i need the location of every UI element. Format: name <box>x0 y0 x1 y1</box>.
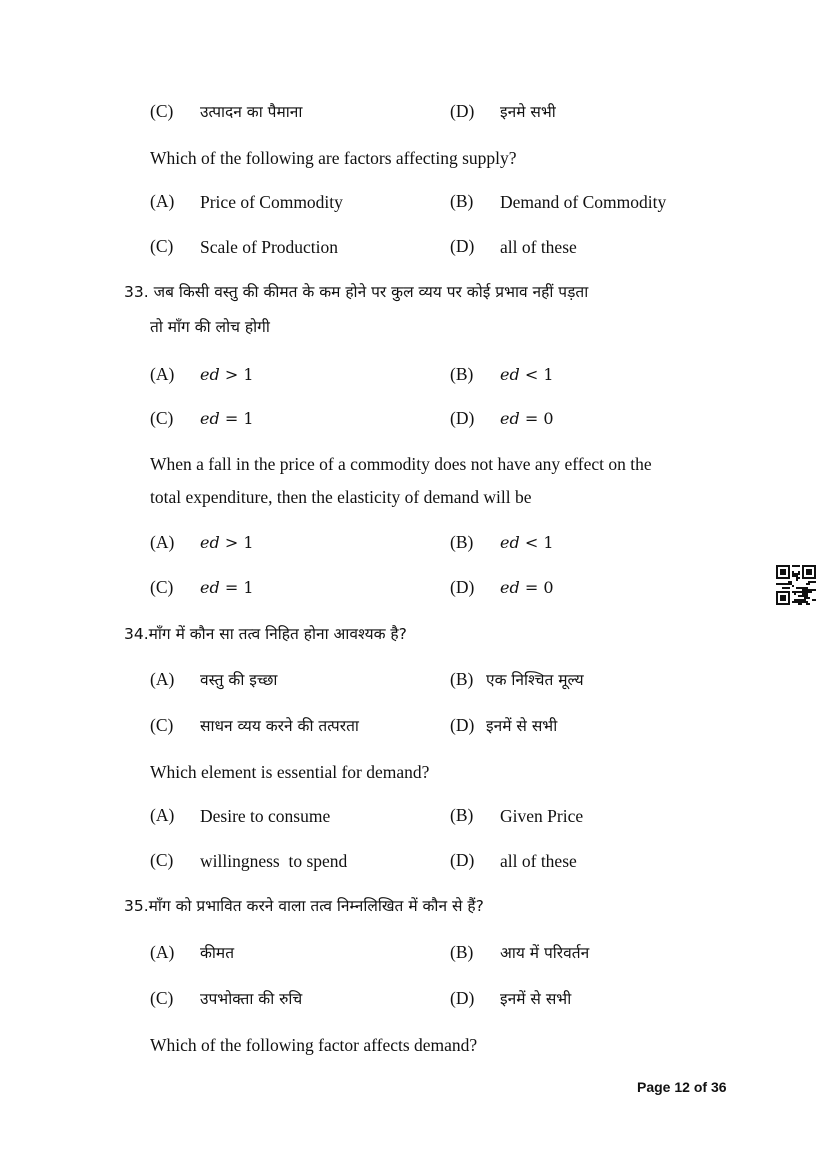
question-text: total expenditure, then the elasticity of demand will be <box>150 487 532 507</box>
question-text: 34.माँग में कौन सा तत्व निहित होना आवश्यक है? <box>124 625 407 643</box>
option-label: (A) <box>150 942 175 962</box>
option-text: इनमें से सभी <box>486 717 558 735</box>
option-text: साधन व्यय करने की तत्परता <box>200 717 359 735</box>
option-formula: ed > 1 <box>200 533 254 552</box>
option-label: (A) <box>150 669 175 689</box>
option-label: (B) <box>450 191 474 211</box>
option-text: इनमें से सभी <box>500 990 572 1008</box>
option-label: (C) <box>150 101 174 121</box>
option-label: (A) <box>150 364 175 384</box>
option-label: (B) <box>450 532 474 552</box>
option-formula: ed = 0 <box>500 578 554 597</box>
option-label: (D) <box>450 236 475 256</box>
option-text: all of these <box>500 237 577 257</box>
option-label: (D) <box>450 408 475 428</box>
option-formula: ed < 1 <box>500 365 554 384</box>
question-text: 35.माँग को प्रभावित करने वाला तत्व निम्नलिखित में कौन से हैं? <box>124 897 484 915</box>
option-label: (C) <box>150 577 174 597</box>
option-label: (D) <box>450 850 475 870</box>
option-label: (C) <box>150 408 174 428</box>
option-text: Desire to consume <box>200 806 331 826</box>
option-label: (D) <box>450 988 475 1008</box>
option-label: (B) <box>450 364 474 384</box>
option-label: (D) <box>450 715 475 735</box>
option-label: (B) <box>450 669 474 689</box>
option-label: (D) <box>450 577 475 597</box>
option-text: Price of Commodity <box>200 192 343 212</box>
question-text: Which element is essential for demand? <box>150 762 430 782</box>
question-text: तो माँग की लोच होगी <box>150 318 270 336</box>
option-label: (D) <box>450 101 475 121</box>
question-text: Which of the following factor affects demand? <box>150 1035 478 1055</box>
option-text: Scale of Production <box>200 237 339 257</box>
page-number: Page 12 of 36 <box>637 1079 727 1095</box>
option-text: उत्पादन का पैमाना <box>200 103 303 121</box>
option-formula: ed = 1 <box>200 409 254 428</box>
option-text: आय में परिवर्तन <box>500 944 590 962</box>
option-text: willingness to spend <box>200 851 348 871</box>
option-text: उपभोक्ता की रुचि <box>200 990 303 1008</box>
option-label: (C) <box>150 988 174 1008</box>
option-label: (B) <box>450 805 474 825</box>
option-label: (A) <box>150 805 175 825</box>
qr-code-icon <box>776 565 816 610</box>
option-text: एक निश्चित मूल्य <box>486 671 584 689</box>
option-label: (A) <box>150 532 175 552</box>
option-text: all of these <box>500 851 577 871</box>
option-text: Demand of Commodity <box>500 192 667 212</box>
option-text: Given Price <box>500 806 584 826</box>
option-label: (B) <box>450 942 474 962</box>
option-formula: ed = 1 <box>200 578 254 597</box>
option-formula: ed < 1 <box>500 533 554 552</box>
option-label: (A) <box>150 191 175 211</box>
option-label: (C) <box>150 715 174 735</box>
question-text: When a fall in the price of a commodity does not have any effect on the <box>150 454 652 474</box>
option-text: कीमत <box>200 944 235 962</box>
option-formula: ed = 0 <box>500 409 554 428</box>
option-text: इनमे सभी <box>500 103 556 121</box>
question-text: Which of the following are factors affecting supply? <box>150 148 517 168</box>
option-label: (C) <box>150 850 174 870</box>
question-text: 33. जब किसी वस्तु की कीमत के कम होने पर कुल व्यय पर कोई प्रभाव नहीं पड़ता <box>124 283 589 301</box>
option-label: (C) <box>150 236 174 256</box>
option-text: वस्तु की इच्छा <box>200 671 278 689</box>
option-formula: ed > 1 <box>200 365 254 384</box>
